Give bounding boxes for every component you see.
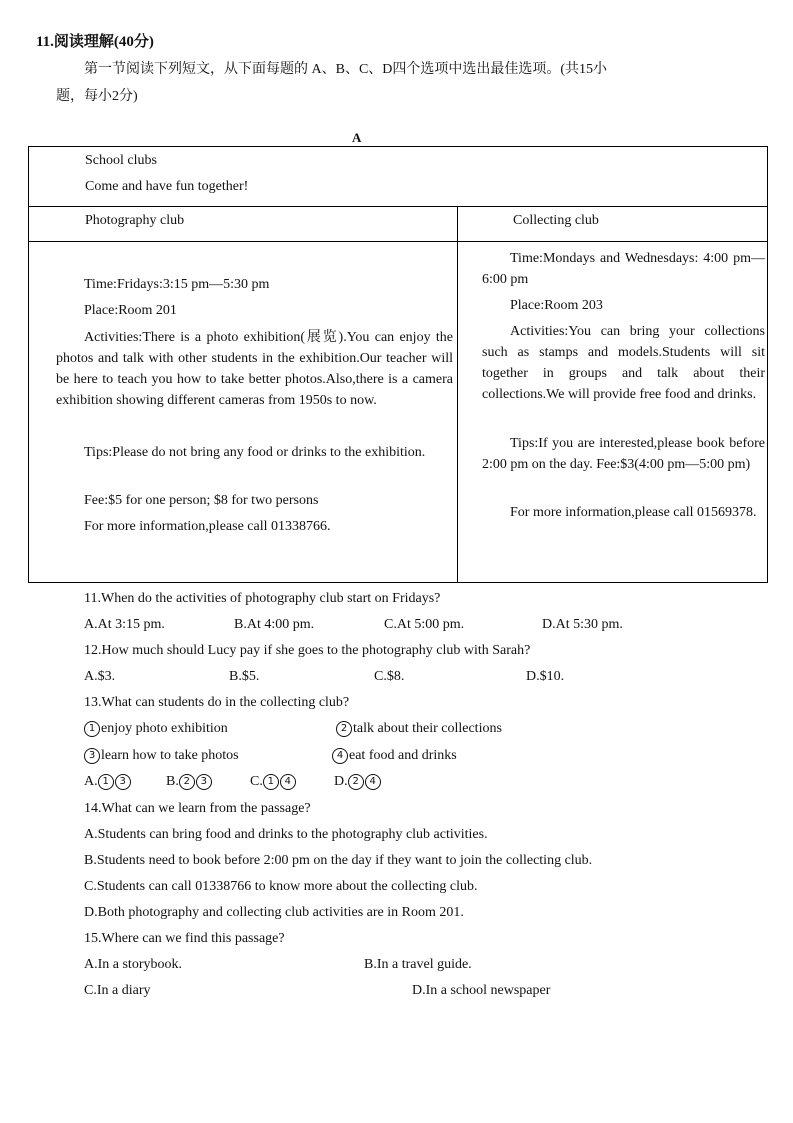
- instructions-line1: 第一节阅读下列短文，从下面每题的 A、B、C、D四个选项中选出最佳选项。(共15小: [84, 62, 608, 77]
- q13-option-d: D. 2 4: [334, 774, 382, 790]
- question-13: 13.What can students do in the collecting club?: [84, 695, 350, 710]
- table-column-divider: [457, 206, 458, 582]
- q13-item-3: 3 learn how to take photos: [84, 748, 239, 764]
- photography-place: Place:Room 201: [84, 303, 177, 318]
- q13-option-b: B. 2 3: [166, 774, 213, 790]
- table-divider: [29, 241, 767, 242]
- collecting-tips: Tips:If you are interested,please book before 2:00 pm on the day. Fee:$3(4:00 pm—5:00 pm): [482, 436, 765, 472]
- q12-option-c: C.$8.: [374, 669, 405, 684]
- photography-time: Time:Fridays:3:15 pm—5:30 pm: [84, 277, 270, 292]
- q15-option-a: A.In a storybook.: [84, 957, 182, 972]
- question-12: 12.How much should Lucy pay if she goes to the photography club with Sarah?: [84, 643, 531, 658]
- collecting-time: Time:Mondays and Wednesdays: 4:00 pm—6:00 pm: [482, 251, 765, 287]
- photography-tips: Tips:Please do not bring any food or drinks to the exhibition.: [84, 445, 426, 460]
- q15-option-c: C.In a diary: [84, 983, 151, 998]
- q11-option-b: B.At 4:00 pm.: [234, 617, 315, 632]
- question-11: 11.When do the activities of photography club start on Fridays?: [84, 591, 441, 606]
- q15-option-b: B.In a travel guide.: [364, 957, 472, 972]
- table-heading: School clubs: [85, 153, 157, 168]
- q13-item-4: 4 eat food and drinks: [332, 748, 457, 764]
- q13-item-2: 2 talk about their collections: [336, 721, 502, 737]
- photography-fee: Fee:$5 for one person; $8 for two persons: [84, 493, 319, 508]
- table-subheading: Come and have fun together!: [85, 179, 249, 194]
- collecting-info: For more information,please call 01569378.: [510, 505, 757, 520]
- photography-activities: Activities:There is a photo exhibition(展览).You can enjoy the photos and talk with other students in the exhibition.Our teacher will be here to teach you how to take better photos.Also,there is a camera exhibition showing different cameras from 1950s to now.: [56, 330, 453, 408]
- question-15: 15.Where can we find this passage?: [84, 931, 285, 946]
- collecting-place: Place:Room 203: [510, 298, 603, 313]
- q12-option-b: B.$5.: [229, 669, 260, 684]
- q11-option-a: A.At 3:15 pm.: [84, 617, 165, 632]
- q13-item-1: 1 enjoy photo exhibition: [84, 721, 228, 737]
- collecting-activities: Activities:You can bring your collections such as stamps and models.Students will sit together in groups and talk about their collections.We will provide free food and drinks.: [482, 324, 765, 402]
- q14-option-d: D.Both photography and collecting club activities are in Room 201.: [84, 905, 464, 920]
- q14-option-a: A.Students can bring food and drinks to the photography club activities.: [84, 827, 488, 842]
- q15-option-d: D.In a school newspaper: [412, 983, 551, 998]
- collecting-club-header: Collecting club: [513, 213, 599, 228]
- passage-label: A: [352, 130, 362, 145]
- q11-option-c: C.At 5:00 pm.: [384, 617, 465, 632]
- clubs-table: [28, 146, 768, 583]
- q13-option-c: C. 1 4: [250, 774, 297, 790]
- q11-option-d: D.At 5:30 pm.: [542, 617, 623, 632]
- q13-option-a: A. 1 3: [84, 774, 132, 790]
- question-14: 14.What can we learn from the passage?: [84, 801, 311, 816]
- instructions-line2: 题，每小2分): [56, 89, 138, 104]
- q14-option-b: B.Students need to book before 2:00 pm on the day if they want to join the collecting club.: [84, 853, 593, 868]
- table-divider: [29, 206, 767, 207]
- q12-option-d: D.$10.: [526, 669, 565, 684]
- photography-club-header: Photography club: [85, 213, 185, 228]
- section-title: 11.阅读理解(40分): [36, 34, 154, 50]
- q14-option-c: C.Students can call 01338766 to know more about the collecting club.: [84, 879, 478, 894]
- q12-option-a: A.$3.: [84, 669, 116, 684]
- photography-info: For more information,please call 01338766.: [84, 519, 331, 534]
